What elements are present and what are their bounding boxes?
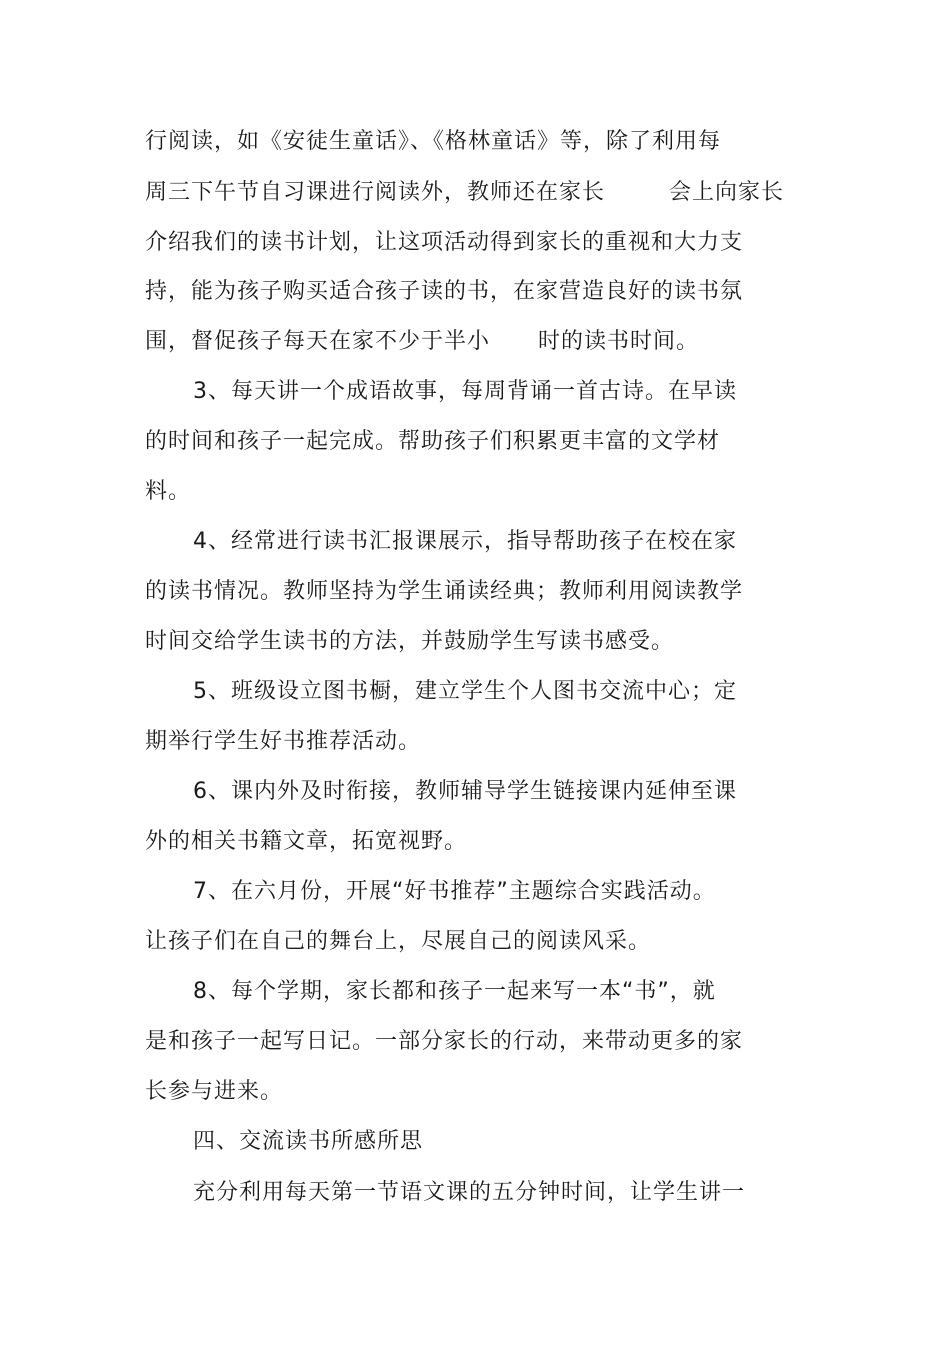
text-line: 4、经常进行读书汇报课展示，指导帮助孩子在校在家 xyxy=(193,529,737,554)
text-line: 7、在六月份，开展“好书推荐”主题综合实践活动。 xyxy=(193,879,716,904)
text-line: 长参与进来。 xyxy=(145,1079,284,1104)
text-line: 周三下午节自习课进行阅读外，教师还在家长 会上向家长 xyxy=(145,180,784,205)
text-line: 持，能为孩子购买适合孩子读的书，在家营造良好的读书氛 xyxy=(145,279,744,304)
text-line: 6、课内外及时衔接，教师辅导学生链接课内延伸至课 xyxy=(193,779,737,804)
text-line: 3、每天讲一个成语故事，每周背诵一首古诗。在早读 xyxy=(193,379,737,404)
text-line: 介绍我们的读书计划，让这项活动得到家长的重视和大力支 xyxy=(145,230,744,255)
text-line: 期举行学生好书推荐活动。 xyxy=(145,729,422,754)
text-line: 时间交给学生读书的方法，并鼓励学生写读书感受。 xyxy=(145,629,675,654)
text-line: 的时间和孩子一起完成。帮助孩子们积累更丰富的文学材 xyxy=(145,429,721,454)
text-line: 让孩子们在自己的舞台上，尽展自己的阅读风采。 xyxy=(145,929,652,954)
section-heading: 四、交流读书所感所思 xyxy=(193,1129,424,1154)
text-line: 5、班级设立图书橱，建立学生个人图书交流中心；定 xyxy=(193,679,737,704)
text-line: 是和孩子一起写日记。一部分家长的行动，来带动更多的家 xyxy=(145,1029,744,1054)
text-line: 充分利用每天第一节语文课的五分钟时间，让学生讲一 xyxy=(193,1180,746,1205)
text-line: 的读书情况。教师坚持为学生诵读经典；教师利用阅读教学 xyxy=(145,579,744,604)
text-line: 围，督促孩子每天在家不少于半小 时的读书时间。 xyxy=(145,329,699,354)
text-line: 外的相关书籍文章，拓宽视野。 xyxy=(145,829,468,854)
text-line: 8、每个学期，家长都和孩子一起来写一本“书”，就 xyxy=(193,979,716,1004)
text-line: 行阅读，如《安徒生童话》、《格林童话》等，除了利用每 xyxy=(145,129,722,154)
text-line: 料。 xyxy=(145,479,192,504)
